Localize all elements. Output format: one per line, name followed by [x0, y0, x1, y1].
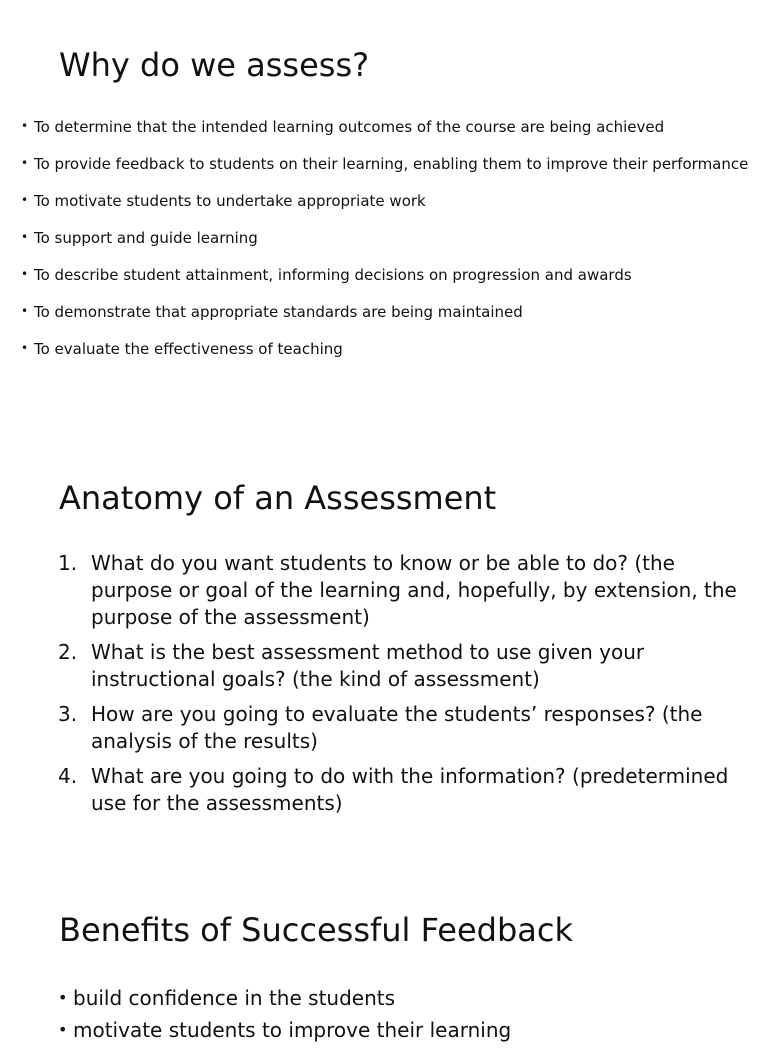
item-number: 1.	[58, 551, 78, 575]
slide-why-assess	[0, 0, 768, 400]
list-item-text: What do you want students to know or be able to do? (the purpose or goal of the learning and, hopefully, by extension, the purpose of the assessment)	[91, 551, 737, 629]
list-item	[58, 763, 738, 817]
list-item-text: motivate students to improve their learning	[73, 1018, 512, 1042]
bullet-list	[58, 984, 738, 1048]
list-item-text: To demonstrate that appropriate standards are being maintained	[34, 303, 523, 321]
list-item-text: How are you going to evaluate the students’ responses? (the analysis of the results)	[91, 702, 703, 753]
list-item-text: To determine that the intended learning outcomes of the course are being achieved	[34, 118, 665, 136]
list-item	[20, 340, 762, 359]
slide-title: Benefits of Successful Feedback	[59, 911, 573, 949]
slide-title: Anatomy of an Assessment	[59, 479, 497, 517]
list-item-text: To evaluate the effectiveness of teaching	[34, 340, 343, 358]
slide-anatomy-assessment	[0, 440, 768, 860]
list-item-text: To provide feedback to students on their learning, enabling them to improve their performance	[34, 155, 749, 173]
list-item-text: What are you going to do with the information? (predetermined use for the assessments)	[91, 764, 729, 815]
bullet-icon: •	[21, 304, 29, 318]
bullet-icon: •	[58, 1020, 68, 1039]
bullet-icon: •	[21, 267, 29, 281]
list-item-text: What is the best assessment method to use given your instructional goals? (the kind of assessment)	[91, 640, 645, 691]
slide-benefits-feedback	[0, 870, 768, 1042]
list-item	[20, 155, 762, 174]
list-item	[20, 192, 762, 211]
bullet-icon: •	[21, 119, 29, 133]
list-item-text: To support and guide learning	[34, 229, 258, 247]
list-item	[58, 639, 738, 693]
list-item	[58, 1016, 738, 1044]
bullet-icon: •	[21, 193, 29, 207]
numbered-list	[58, 550, 738, 825]
list-item-text: build confidence in the students	[73, 986, 396, 1010]
list-item	[58, 550, 738, 631]
list-item	[20, 266, 762, 285]
list-item	[58, 701, 738, 755]
bullet-icon: •	[58, 988, 68, 1007]
list-item	[58, 984, 738, 1012]
item-number: 2.	[58, 640, 78, 664]
item-number: 4.	[58, 764, 78, 788]
bullet-icon: •	[21, 230, 29, 244]
bullet-icon: •	[21, 156, 29, 170]
list-item	[20, 229, 762, 248]
list-item-text: To motivate students to undertake appropriate work	[34, 192, 426, 210]
bullet-icon: •	[21, 341, 29, 355]
item-number: 3.	[58, 702, 78, 726]
list-item-text: To describe student attainment, informing decisions on progression and awards	[34, 266, 632, 284]
list-item	[20, 303, 762, 322]
bullet-list	[20, 118, 762, 377]
list-item	[20, 118, 762, 137]
slide-title: Why do we assess?	[59, 46, 370, 84]
